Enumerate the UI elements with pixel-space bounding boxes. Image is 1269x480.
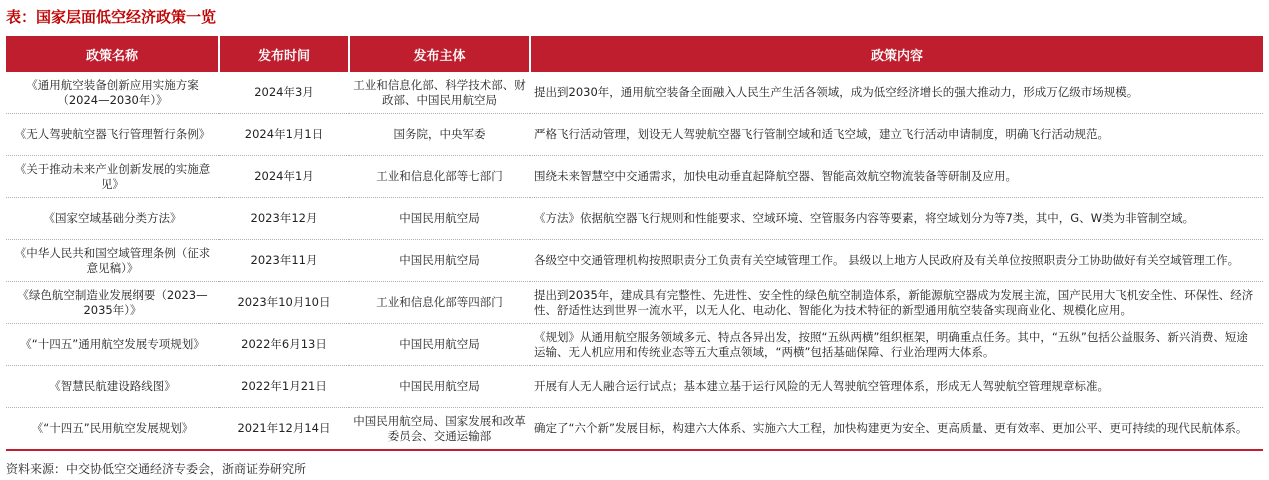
release-date: 2021年12月14日 [219, 408, 349, 451]
table-body [6, 72, 1263, 450]
release-date: 2024年3月 [219, 72, 349, 114]
policy-name: 《通用航空装备创新应用实施方案（2024—2030年）》 [6, 72, 219, 114]
policy-content: 提出到2035年，建成具有完整性、先进性、安全性的绿色航空制造体系，新能源航空器成为发展主流，国产民用大飞机安全性、环保性、经济性、舒适性达到世界一流水平，以无人化、电动化、智能化为技术特征的新型通用航空装备实现商业化、规模化应用。 [530, 282, 1263, 324]
policy-name: 《“十四五”民用航空发展规划》 [6, 408, 219, 451]
policy-content: 各级空中交通管理机构按照职责分工负责有关空域管理工作。 县级以上地方人民政府及有关单位按照职责分工协助做好有关空域管理工作。 [530, 240, 1263, 282]
policy-content: 严格飞行活动管理，划设无人驾驶航空器飞行管制空域和适飞空域，建立飞行活动申请制度，明确飞行活动规范。 [530, 114, 1263, 156]
issuer: 工业和信息化部等七部门 [349, 156, 530, 198]
policy-content: 提出到2030年，通用航空装备全面融入人民生产生活各领域，成为低空经济增长的强大推动力，形成万亿级市场规模。 [530, 72, 1263, 114]
table-title: 表：国家层面低空经济政策一览 [6, 8, 217, 26]
policy-content: 开展有人无人融合运行试点；基本建立基于运行风险的无人驾驶航空管理体系，形成无人驾驶航空管理规章标准。 [530, 366, 1263, 408]
issuer: 中国民用航空局 [349, 198, 530, 240]
release-date: 2024年1月 [219, 156, 349, 198]
issuer: 中国民用航空局 [349, 324, 530, 366]
table-row [6, 366, 1263, 408]
release-date: 2024年1月1日 [219, 114, 349, 156]
policy-content: 确定了“六个新”发展目标，构建六大体系、实施六大工程，加快构建更为安全、更高质量、更有效率、更加公平、更可持续的现代民航体系。 [530, 408, 1263, 451]
header-policy-name: 政策名称 [6, 36, 219, 72]
table-header [6, 36, 1263, 72]
policy-content: 《规划》从通用航空服务领域多元、特点各异出发，按照“五纵两横”组织框架，明确重点任务。其中，“五纵”包括公益服务、新兴消费、短途运输、无人机应用和传统业态等五大重点领域，“两横”包括基础保障、行业治理两大体系。 [530, 324, 1263, 366]
header-issuer: 发布主体 [349, 36, 530, 72]
table-row [6, 156, 1263, 198]
issuer: 中国民用航空局、国家发展和改革委员会、交通运输部 [349, 408, 530, 451]
policy-name: 《无人驾驶航空器飞行管理暂行条例》 [6, 114, 219, 156]
table-row [6, 282, 1263, 324]
policy-content: 围绕未来智慧空中交通需求，加快电动垂直起降航空器、智能高效航空物流装备等研制及应用。 [530, 156, 1263, 198]
table-row [6, 324, 1263, 366]
release-date: 2022年1月21日 [219, 366, 349, 408]
table-row [6, 240, 1263, 282]
issuer: 中国民用航空局 [349, 366, 530, 408]
table-row [6, 408, 1263, 451]
policy-content: 《方法》依据航空器飞行规则和性能要求、空域环境、空管服务内容等要素，将空域划分为等7类，其中，G、W类为非管制空域。 [530, 198, 1263, 240]
release-date: 2023年11月 [219, 240, 349, 282]
table-row [6, 198, 1263, 240]
table-row [6, 114, 1263, 156]
issuer: 工业和信息化部等四部门 [349, 282, 530, 324]
policy-table [6, 36, 1263, 451]
data-source-note: 资料来源：中交协低空交通经济专委会，浙商证券研究所 [6, 462, 307, 476]
header-row [6, 36, 1263, 72]
policy-name: 《关于推动未来产业创新发展的实施意见》 [6, 156, 219, 198]
table-row [6, 72, 1263, 114]
header-release-date: 发布时间 [219, 36, 349, 72]
policy-name: 《绿色航空制造业发展纲要（2023—2035年）》 [6, 282, 219, 324]
release-date: 2022年6月13日 [219, 324, 349, 366]
issuer: 工业和信息化部、科学技术部、财政部、中国民用航空局 [349, 72, 530, 114]
policy-name: 《国家空域基础分类方法》 [6, 198, 219, 240]
policy-name: 《智慧民航建设路线图》 [6, 366, 219, 408]
issuer: 国务院，中央军委 [349, 114, 530, 156]
policy-name: 《中华人民共和国空域管理条例（征求意见稿）》 [6, 240, 219, 282]
header-policy-content: 政策内容 [530, 36, 1263, 72]
issuer: 中国民用航空局 [349, 240, 530, 282]
policy-name: 《“十四五”通用航空发展专项规划》 [6, 324, 219, 366]
release-date: 2023年12月 [219, 198, 349, 240]
release-date: 2023年10月10日 [219, 282, 349, 324]
